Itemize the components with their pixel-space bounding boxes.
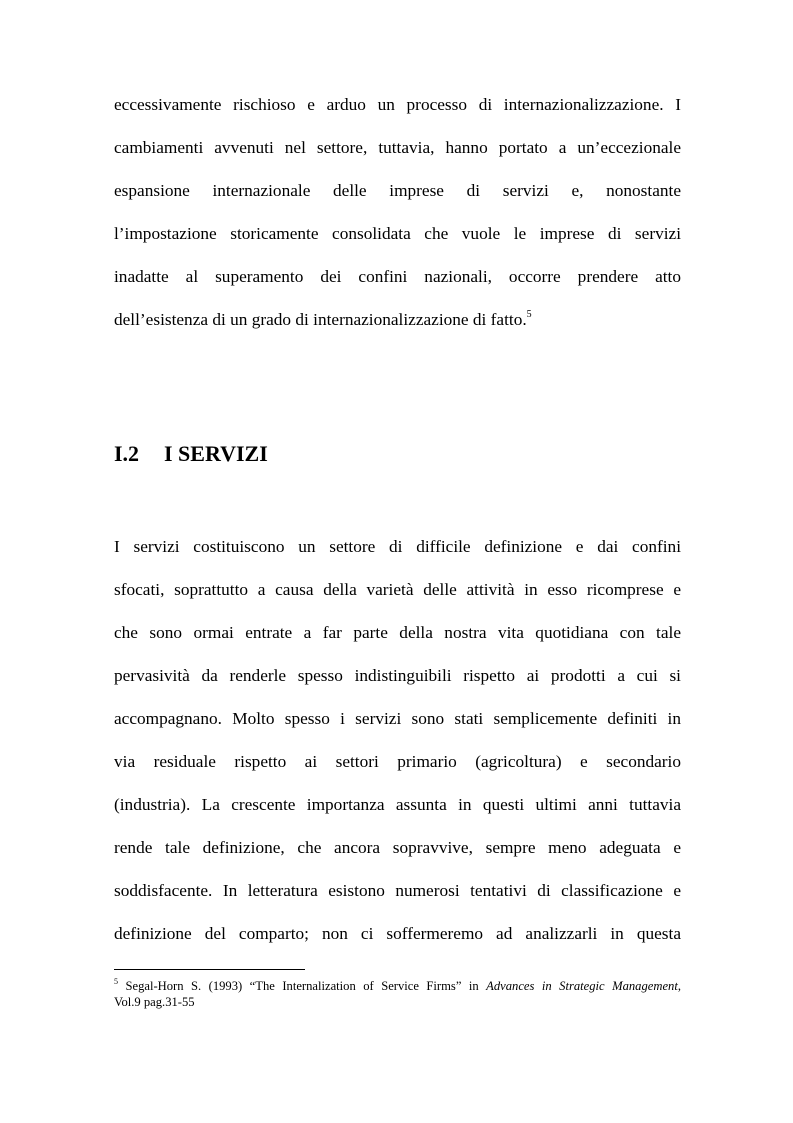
paragraph-2-line-8: rende tale definizione, che ancora sopravvive, sempre meno adeguata e — [114, 838, 681, 857]
footnote-line-2: Vol.9 pag.31-55 — [114, 995, 195, 1009]
section-number: I.2 — [114, 441, 140, 466]
footnote-text: Segal-Horn S. (1993) “The Internalization of Service Firms” in — [125, 979, 487, 993]
paragraph-2-line-1: I servizi costituiscono un settore di difficile definizione e dai confini — [114, 537, 681, 556]
paragraph-1-line-4: l’impostazione storicamente consolidata che vuole le imprese di servizi — [114, 224, 681, 243]
footnote-text-after: , — [677, 979, 681, 993]
footnote-line-1 — [114, 978, 681, 994]
footnote-reference[interactable]: 5 — [526, 309, 532, 321]
paragraph-2-line-2: sfocati, soprattutto a causa della varietà delle attività in esso ricomprese e — [114, 580, 681, 599]
paragraph-2-line-6: via residuale rispetto ai settori primario (agricoltura) e secondario — [114, 752, 681, 771]
paragraph-2-line-10: definizione del comparto; non ci soffermeremo ad analizzarli in questa — [114, 924, 681, 943]
paragraph-1-line-2: cambiamenti avvenuti nel settore, tuttavia, hanno portato a un’eccezionale — [114, 138, 681, 157]
paragraph-2-line-9: soddisfacente. In letteratura esistono numerosi tentativi di classificazione e — [114, 881, 681, 900]
paragraph-1-line-6-text: dell’esistenza di un grado di internazionalizzazione di fatto. — [114, 310, 527, 329]
paragraph-1-line-5: inadatte al superamento dei confini nazionali, occorre prendere atto — [114, 267, 681, 286]
paragraph-1-line-1: eccessivamente rischioso e arduo un processo di internazionalizzazione. I — [114, 95, 681, 114]
footnote-journal: Advances in Strategic Management — [486, 979, 678, 993]
paragraph-1-line-3: espansione internazionale delle imprese di servizi e, nonostante — [114, 181, 681, 200]
footnote-separator — [114, 969, 305, 970]
paragraph-2-line-3: che sono ormai entrate a far parte della nostra vita quotidiana con tale — [114, 623, 681, 642]
paragraph-1-line-6 — [114, 310, 681, 330]
paragraph-2-line-5: accompagnano. Molto spesso i servizi sono stati semplicemente definiti in — [114, 709, 681, 728]
paragraph-2-line-4: pervasività da renderle spesso indistinguibili rispetto ai prodotti a cui si — [114, 666, 681, 685]
section-heading — [114, 440, 268, 468]
paragraph-2-line-7: (industria). La crescente importanza assunta in questi ultimi anni tuttavia — [114, 795, 681, 814]
footnote-number: 5 — [114, 976, 118, 986]
section-title: I SERVIZI — [164, 441, 268, 466]
